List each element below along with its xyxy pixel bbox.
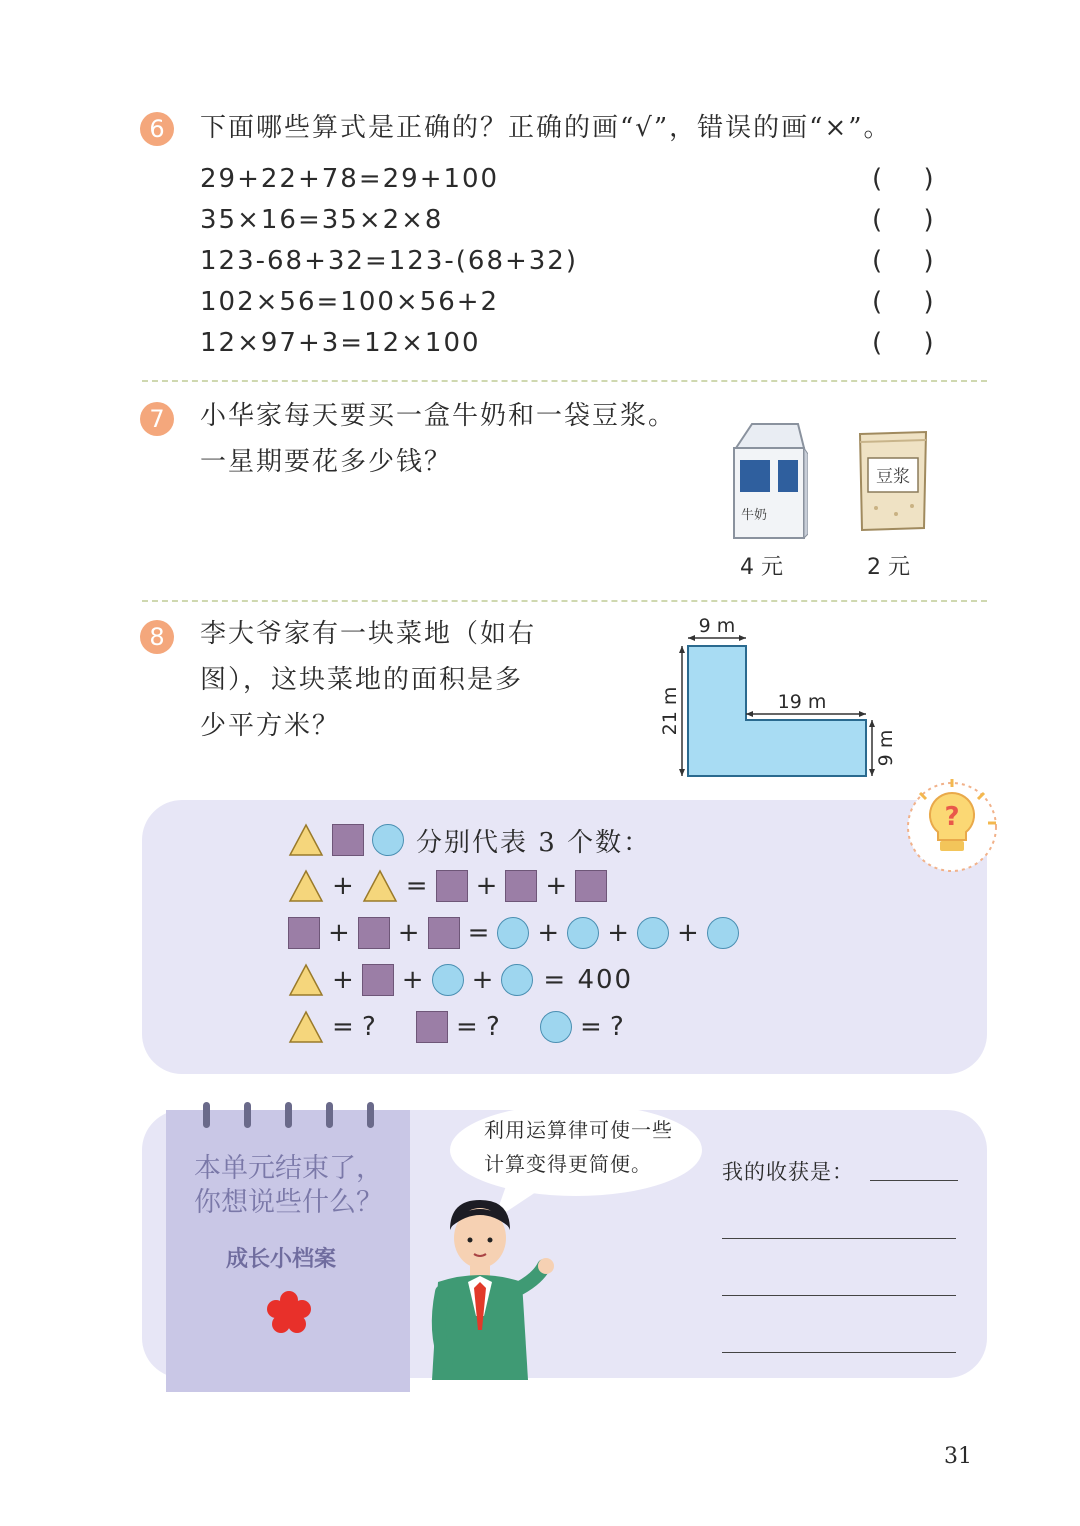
circle-symbol xyxy=(497,917,529,949)
notebook-rings xyxy=(196,1100,386,1130)
answer-line[interactable] xyxy=(722,1295,956,1296)
q6-answer-blank-1[interactable]: ( ) xyxy=(872,164,934,194)
circle-symbol xyxy=(432,964,464,996)
gain-answer-line[interactable] xyxy=(870,1180,958,1181)
triangle-symbol xyxy=(288,963,324,997)
triangle-answer-blank[interactable]: = ? xyxy=(332,1012,376,1042)
svg-text:?: ? xyxy=(944,802,960,832)
lightbulb-question-icon xyxy=(900,775,1010,875)
square-symbol xyxy=(436,870,468,902)
question-number-6: 6 xyxy=(140,112,174,146)
question-number-8: 8 xyxy=(140,620,174,654)
square-symbol xyxy=(358,917,390,949)
soy-milk-bag-illustration xyxy=(856,428,930,534)
puzzle-equation-3: + + + = 400 xyxy=(288,960,633,1000)
circle-answer-blank[interactable]: = ? xyxy=(580,1012,624,1042)
triangle-symbol xyxy=(288,823,324,857)
gain-label: 我的收获是： xyxy=(722,1160,854,1184)
square-symbol xyxy=(428,917,460,949)
answer-line[interactable] xyxy=(722,1238,956,1239)
square-symbol xyxy=(575,870,607,902)
q6-answer-blank-2[interactable]: ( ) xyxy=(872,205,934,235)
triangle-symbol xyxy=(288,1010,324,1044)
puzzle-line-1 xyxy=(288,820,651,860)
answer-line[interactable] xyxy=(722,1352,956,1353)
q6-answer-blank-4[interactable]: ( ) xyxy=(872,287,934,317)
soy-milk-label: 豆浆 xyxy=(876,467,910,487)
dim-inner-label: 19 m xyxy=(777,691,827,713)
reflection-title-line-2: 你想说些什么？ xyxy=(194,1187,383,1218)
circle-symbol xyxy=(567,917,599,949)
square-answer-blank[interactable]: = ? xyxy=(456,1012,500,1042)
dim-top-label: 9 m xyxy=(698,615,736,637)
growth-record-subtitle: 成长小档案 xyxy=(226,1247,337,1272)
puzzle-equation-1: + = + + xyxy=(288,866,607,906)
q7-line-1: 小华家每天要买一盒牛奶和一袋豆浆。 xyxy=(200,401,677,431)
circle-symbol xyxy=(540,1011,572,1043)
bubble-line-1: 利用运算律可使一些 xyxy=(484,1118,673,1142)
milk-carton-illustration xyxy=(726,420,808,542)
page-number: 31 xyxy=(944,1444,972,1469)
square-symbol xyxy=(288,917,320,949)
dim-right-label: 9 m xyxy=(875,729,897,767)
square-symbol xyxy=(505,870,537,902)
soy-milk-price: 2 元 xyxy=(867,555,910,580)
q6-equation-1: 29+22+78=29+100 xyxy=(200,164,500,194)
square-symbol xyxy=(416,1011,448,1043)
q6-answer-blank-3[interactable]: ( ) xyxy=(872,246,934,276)
q8-line-1: 李大爷家有一块菜地（如右 xyxy=(200,619,537,649)
dim-left-label: 21 m xyxy=(659,686,681,736)
flower-icon xyxy=(266,1290,312,1334)
question-number-7: 7 xyxy=(140,402,174,436)
q7-line-2: 一星期要花多少钱？ xyxy=(200,447,453,477)
section-divider xyxy=(142,600,987,602)
milk-label: 牛奶 xyxy=(740,508,768,523)
q8-line-2: 图），这块菜地的面积是多 xyxy=(200,665,524,695)
q6-equation-3: 123-68+32=123-(68+32) xyxy=(200,246,578,276)
circle-symbol xyxy=(707,917,739,949)
triangle-symbol xyxy=(362,869,398,903)
puzzle-intro-text: 分别代表 3 个数： xyxy=(416,827,652,858)
milk-price: 4 元 xyxy=(740,555,783,580)
q6-answer-blank-5[interactable]: ( ) xyxy=(872,328,934,358)
square-symbol xyxy=(332,824,364,856)
q8-line-3: 少平方米？ xyxy=(200,711,341,741)
equation-3-result: = 400 xyxy=(543,965,634,995)
q6-equation-2: 35×16=35×2×8 xyxy=(200,205,444,235)
q6-equation-5: 12×97+3=12×100 xyxy=(200,328,481,358)
q6-equation-4: 102×56=100×56+2 xyxy=(200,287,500,317)
bubble-line-2: 计算变得更简便。 xyxy=(484,1152,652,1176)
boy-student-illustration xyxy=(420,1196,560,1380)
circle-symbol xyxy=(501,964,533,996)
q6-prompt: 下面哪些算式是正确的？正确的画“√”，错误的画“×”。 xyxy=(200,113,892,143)
triangle-symbol xyxy=(288,869,324,903)
circle-symbol xyxy=(637,917,669,949)
section-divider xyxy=(142,380,987,382)
square-symbol xyxy=(362,964,394,996)
puzzle-equation-2: + + = + + + xyxy=(288,913,739,953)
l-shaped-field-diagram xyxy=(650,612,910,782)
circle-symbol xyxy=(372,824,404,856)
puzzle-questions xyxy=(288,1007,624,1047)
reflection-title-line-1: 本单元结束了， xyxy=(194,1153,383,1184)
